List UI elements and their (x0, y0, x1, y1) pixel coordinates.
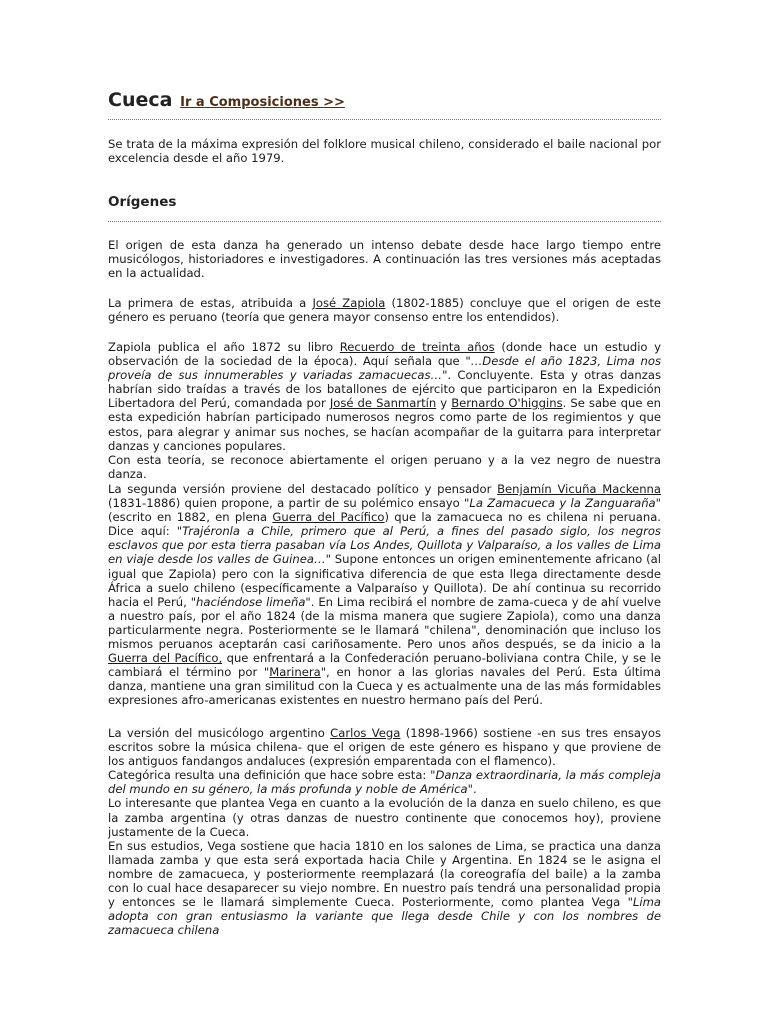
text: . Se sabe que en esta expedición habrían participado numerosos negros como parte de los regimientos y que estos, para alegrar y animar sus noches, se hacían acompañar de la guitarra para interpretar danzas y canciones populares. (108, 396, 661, 453)
go-to-compositions-link[interactable]: Ir a Composiciones >> (180, 95, 345, 110)
quote: Danza extraordinaria, la más compleja del mundo en su género, la más profunda y noble de América (108, 768, 661, 797)
text: ", en honor a las glorias navales del Perú. Esta última danza, mantiene una gran similitud con la Cueca y es actualmente una de las más formidables expresiones afro-americanas existentes en nuestro hermano país del Perú. (108, 665, 661, 708)
text: Con esta teoría, se reconoce abiertamente el origen peruano y a la vez negro de nuestra danza. (108, 452, 661, 481)
quote: La Zamacueca y la Zanguaraña (469, 496, 656, 511)
text: " Supone entonces un origen eminentemente africano (al igual que Zapiola) pero con la significativa diferencia de que esta llega directamente desde África a suelo chileno (específicamente a Valparaíso y Quillota). De ahí continua su recorrido hacia el Perú, " (108, 552, 661, 609)
quote: haciéndose limeña (196, 594, 306, 609)
text: (donde hace un estudio y observación de la sociedad de la época). Aquí señala que " (108, 340, 662, 369)
link-benjamin-vicuna-mackenna[interactable]: Benjamín Vicuña Mackenna (497, 482, 661, 496)
title-divider (108, 119, 661, 120)
paragraph-zapiola (108, 340, 661, 481)
text: Zapiola publica el año 1872 su libro (108, 340, 340, 354)
link-guerra-del-pacifico-2[interactable]: Guerra del Pacífico, (108, 651, 223, 666)
quote: Lima adopta con gran entusiasmo la variante que llega desde Chile y con los nombres de zamacueca chilena (108, 895, 661, 938)
intro-paragraph: Se trata de la máxima expresión del folklore musical chileno, considerado el baile nacional por excelencia desde el año 1979. (108, 137, 661, 166)
link-recuerdo-treinta-anos[interactable]: Recuerdo de treinta años (339, 340, 495, 354)
section-heading-origenes: Orígenes (108, 194, 177, 210)
text: y (436, 396, 452, 411)
link-bernardo-ohiggins[interactable]: Bernardo O'higgins (451, 396, 563, 411)
paragraph-third-version (108, 726, 661, 937)
text: (1831-1886) quien propone, a partir de su polémico ensayo " (108, 496, 470, 511)
section-divider (108, 221, 661, 222)
quote: Trajéronla a Chile, primero que al Perú, a fines del pasado siglo, los negros esclavos que por esta tierra pasaban vía Los Andes, Quillota y Valparaíso, a los valles de Lima en viaje desde los valles de Guinea… (108, 524, 661, 567)
link-guerra-del-pacifico[interactable]: Guerra del Pacífico (272, 510, 385, 525)
link-jose-de-sanmartin[interactable]: José de Sanmartín (329, 396, 437, 411)
link-marinera[interactable]: Marinera (269, 665, 321, 680)
text: La versión del musicólogo argentino (108, 726, 331, 740)
text: ". Concluyente. Esta y otras danzas habrían sido traídas a través de los batallones de ejército que participaron en la Expedición Libertadora del Perú, comandada por (108, 368, 661, 411)
text: Categórica resulta una definición que hace sobre esta: " (108, 768, 436, 783)
text: En sus estudios, Vega sostiene que hacia 1810 en los salones de Lima, se practica una danza llamada zamba y que esta será exportada hacia Chile y Argentina. En 1824 se le asigna el nombre de zamacueca, y posteriormente reemplazará (la coreografía del baile) a la zamba con lo cual hace desaparecer su viejo nombre. En nuestro país tendrá una personalidad propia y entonces se le llamará simplemente Cueca. Posteriormente, como plantea Vega " (108, 838, 661, 910)
page-title: Cueca (108, 89, 173, 111)
text: Lo interesante que plantea Vega en cuanto a la evolución de la danza en suelo chileno, es que la zamba argentina (y otras danzas de nuestro continente que conocemos hoy), proviene justamente de la Cueca. (108, 796, 661, 839)
link-jose-zapiola[interactable]: José Zapiola (312, 296, 386, 310)
text: La segunda versión proviene del destacado político y pensador (108, 482, 498, 496)
paragraph-second-version (108, 482, 661, 708)
paragraph-first-version (108, 296, 661, 324)
text: ". (467, 782, 477, 797)
paragraph-origin-debate: El origen de esta danza ha generado un intenso debate desde hace largo tiempo entre musicólogos, historiadores e investigadores. A continuación las tres versiones más aceptadas en la actualidad. (108, 238, 661, 281)
text: La primera de estas, atribuida a (108, 296, 313, 310)
quote: …Desde el año 1823, Lima nos proveía de sus innumerables y variadas zamacuecas… (108, 354, 662, 383)
text: (1802-1885) concluye que el origen de este género es peruano (teoría que genera mayor consenso entre los entendidos). (108, 296, 662, 325)
link-carlos-vega[interactable]: Carlos Vega (330, 726, 401, 740)
text: ) que la zamacueca no es chilena ni peruana. Dice aquí: " (108, 510, 661, 539)
title-row (108, 89, 661, 117)
text: " (escrito en 1882, en plena (108, 496, 661, 525)
text: ". En Lima recibirá el nombre de zama-cueca y de ahí vuelve a nuestro país, por el año 1824 (de la misma manera que sugiere Zapiola), como una danza particularmente negra. Posteriormente se le llamará "chilena", denominación que incluso los mismos peruanos aceptarán casi cariñosamente. Pero unos años después, se da inicio a la (108, 594, 662, 652)
text: que enfrentará a la Confederación peruano-boliviana contra Chile, y se le cambiará el término por " (108, 651, 661, 680)
text: (1898-1966) sostiene -en sus tres ensayos escritos sobre la música chilena- que el origen de este género es hispano y que proviene de los antiguos fandangos andaluces (expresión emparentada con el flamenco). (108, 726, 661, 769)
